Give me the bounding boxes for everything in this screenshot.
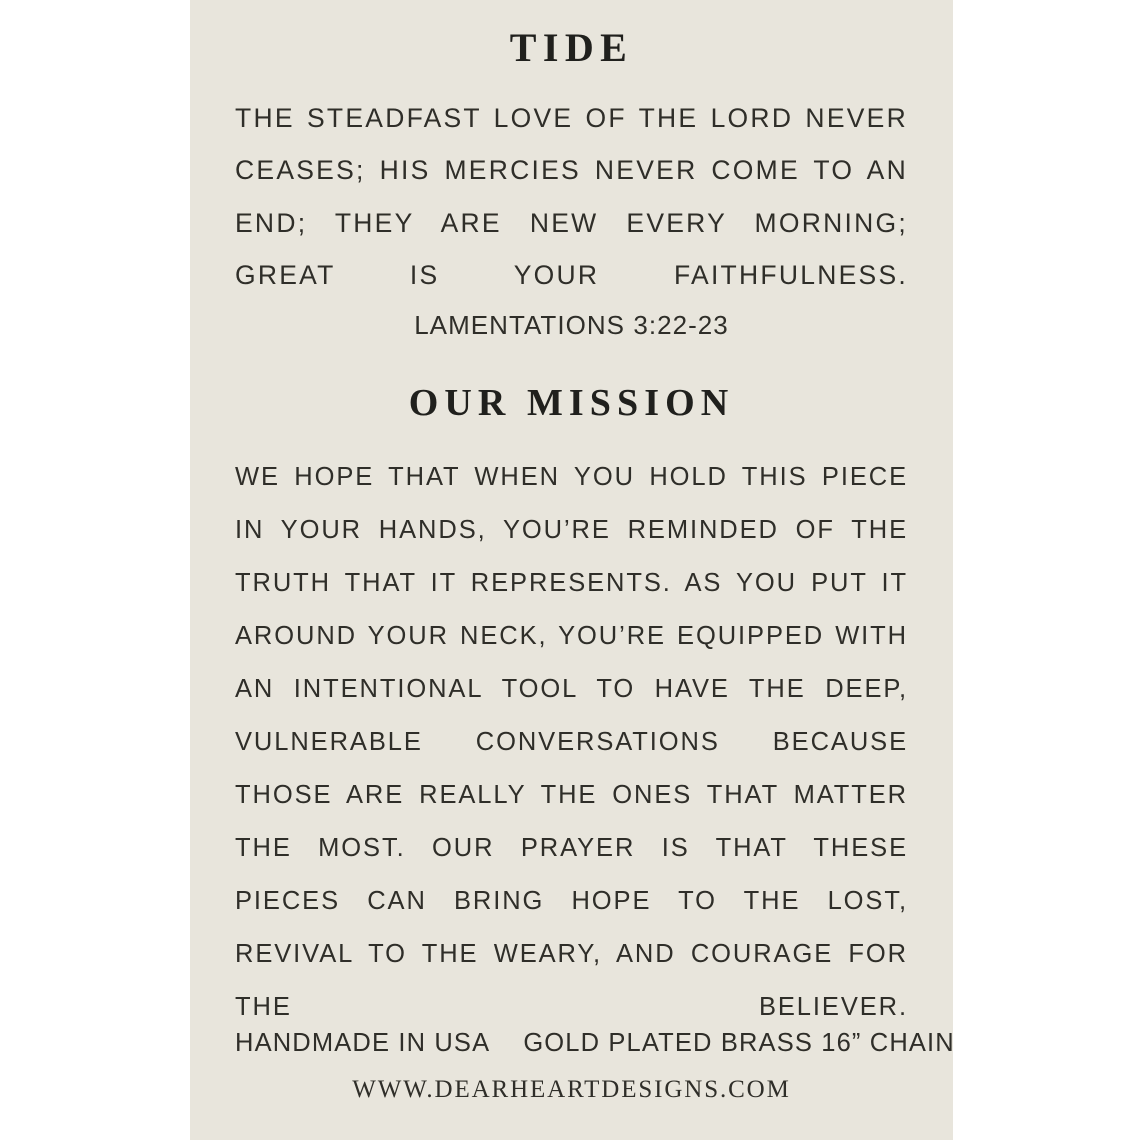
card-footer bbox=[235, 1029, 955, 1104]
mission-heading: OUR MISSION bbox=[408, 381, 735, 424]
detail-handmade: HANDMADE IN USA bbox=[235, 1029, 489, 1057]
scripture-reference: LAMENTATIONS 3:22-23 bbox=[414, 309, 729, 340]
product-details bbox=[235, 1029, 955, 1058]
detail-material: GOLD PLATED BRASS 16” CHAIN bbox=[523, 1029, 955, 1057]
mission-body: WE HOPE THAT WHEN YOU HOLD THIS PIECE IN YOUR HANDS, YOU’RE REMINDED OF THE TRUTH THAT IT REPRESENTS. AS YOU PUT IT AROUND YOUR NECK, YOU’RE EQUIPPED WITH AN INTENTIONAL TOOL TO HAVE THE DEEP, VULNERABLE CONVERSATIONS BECAUSE THOSE ARE REALLY THE ONES THAT MATTER THE MOST. OUR PRAYER IS THAT THESE PIECES CAN BRING HOPE TO THE LOST, REVIVAL TO THE WEARY, AND COURAGE FOR THE BELIEVER. bbox=[235, 462, 908, 1021]
website-url[interactable]: WWW.DEARHEARTDESIGNS.COM bbox=[352, 1076, 791, 1103]
product-card bbox=[190, 0, 953, 1140]
page-title: TIDE bbox=[509, 25, 634, 70]
scripture-verse: THE STEADFAST LOVE OF THE LORD NEVER CEASES; HIS MERCIES NEVER COME TO AN END; THEY ARE NEW EVERY MORNING; GREAT IS YOUR FAITHFULNESS. bbox=[235, 103, 908, 291]
